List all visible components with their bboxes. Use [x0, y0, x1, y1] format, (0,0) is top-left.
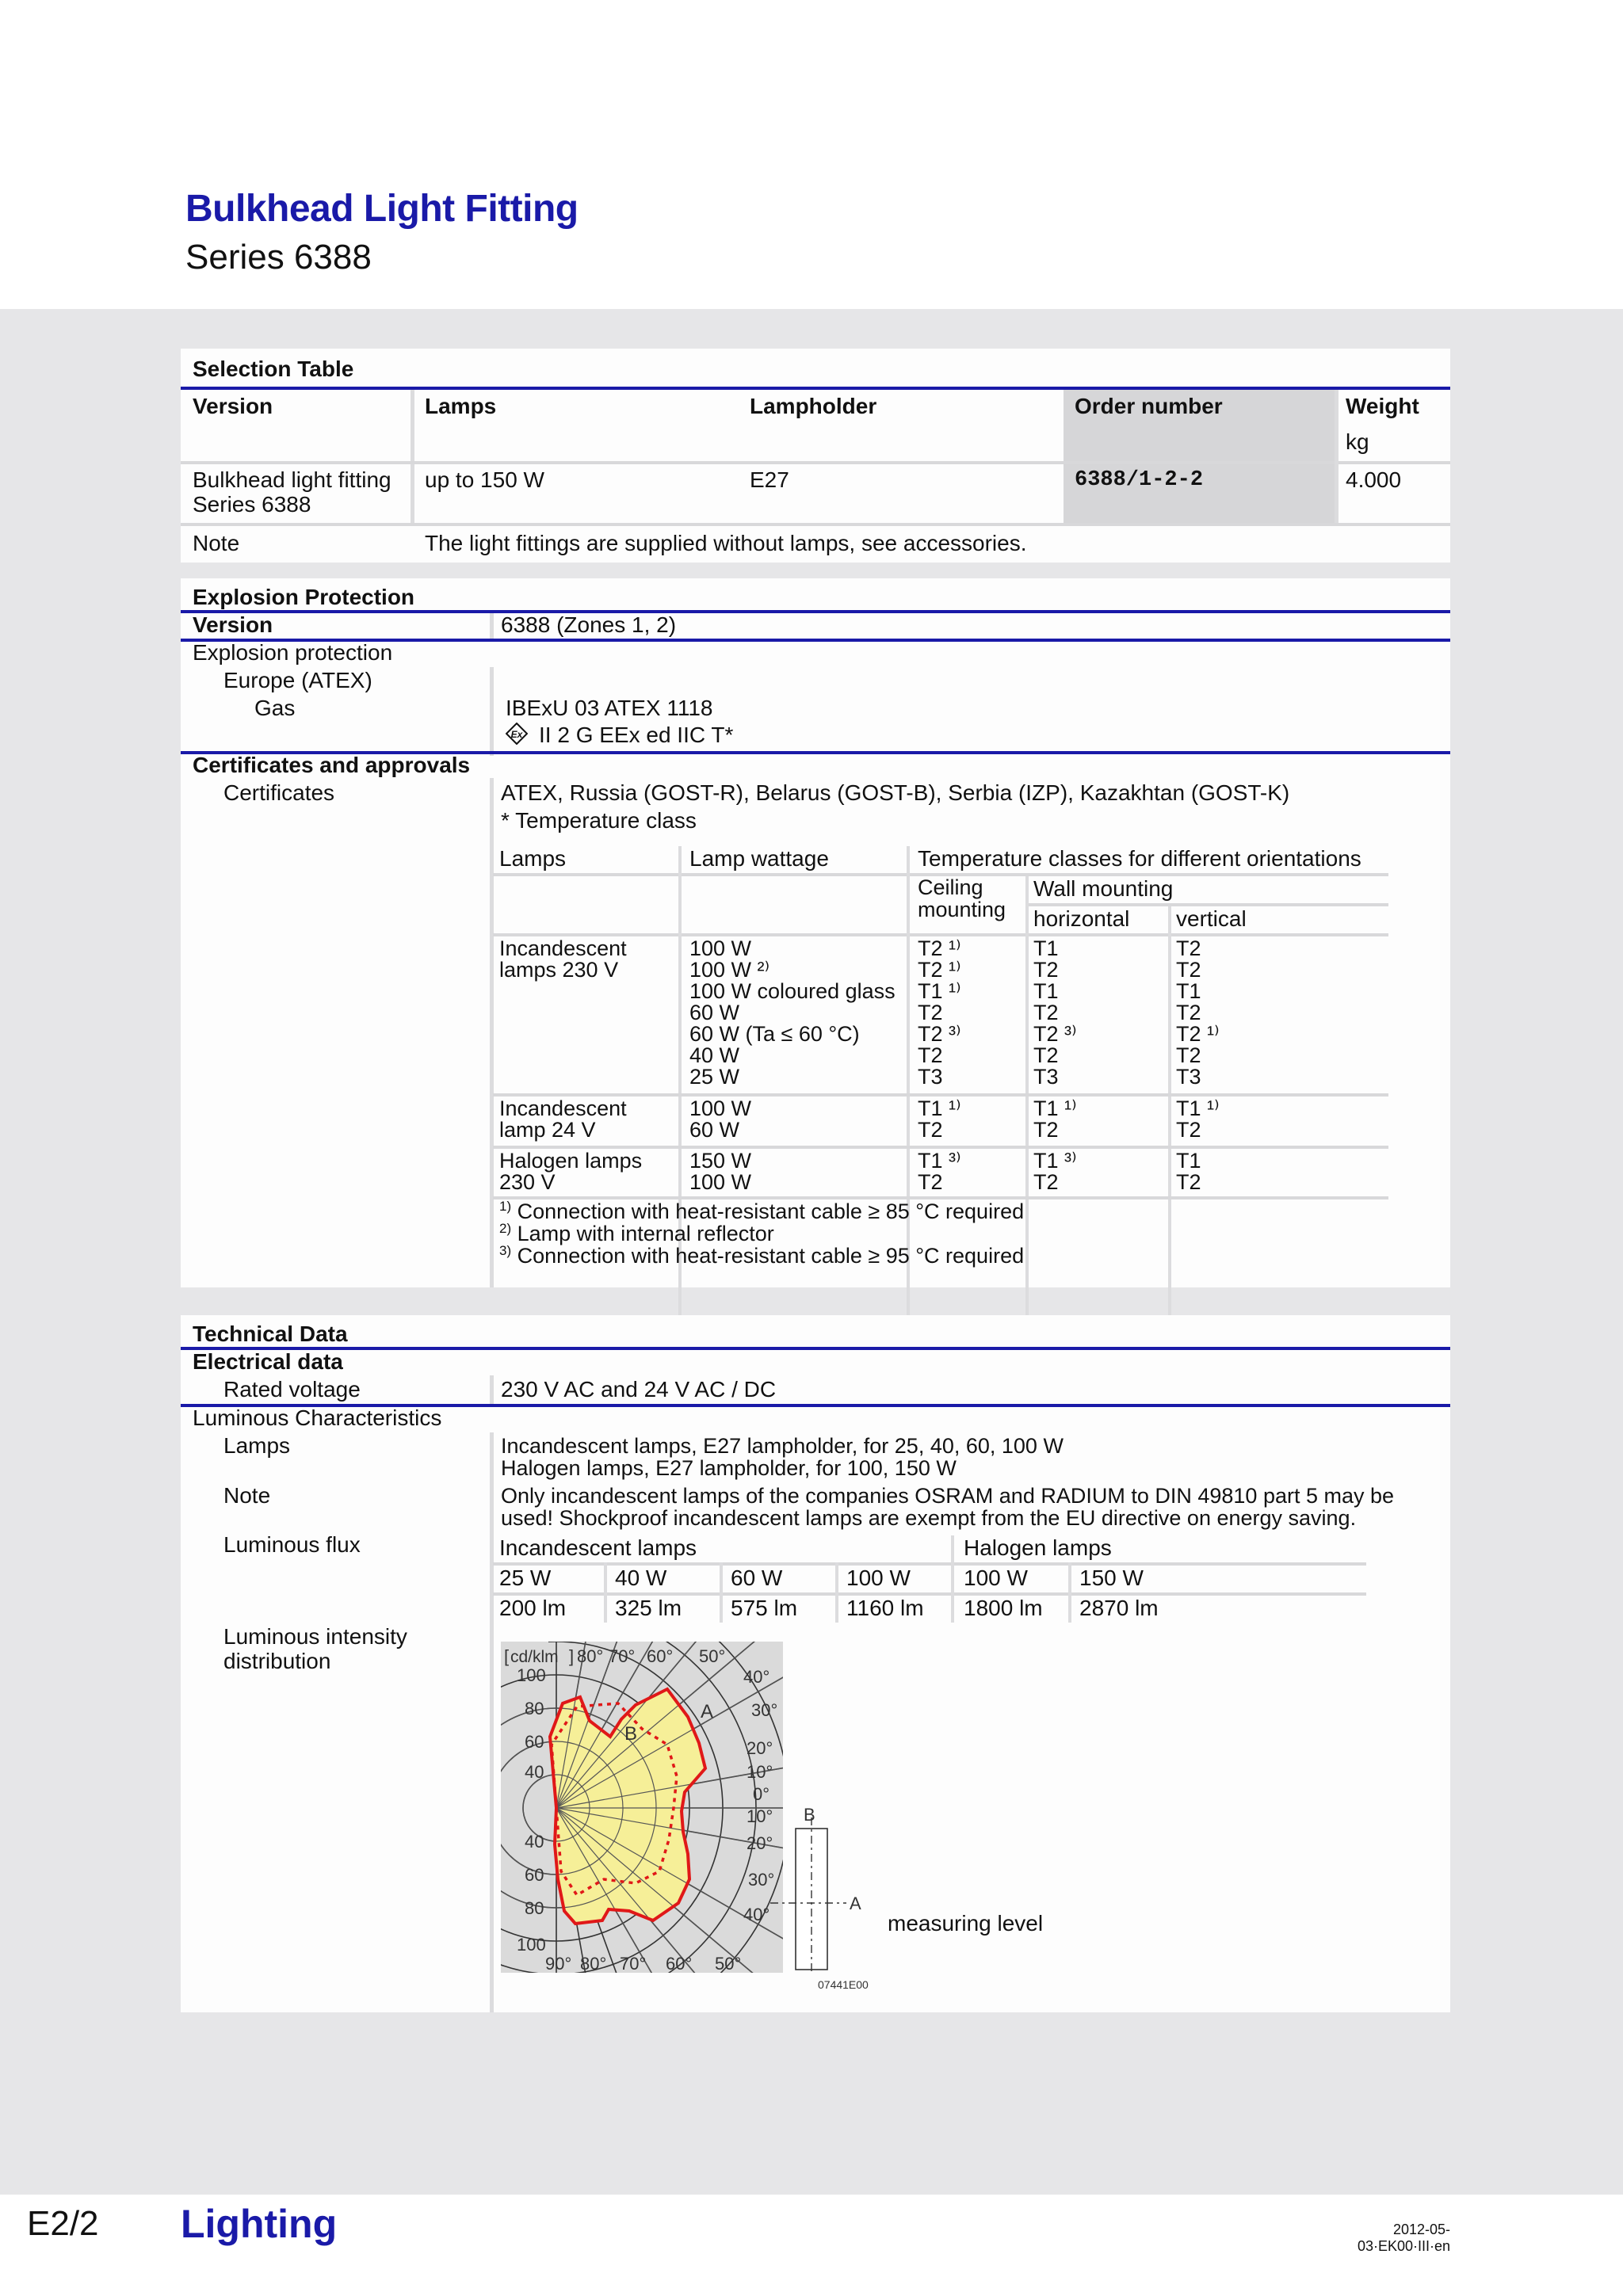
- svg-text:10°: 10°: [747, 1762, 773, 1782]
- ex-icon: [506, 723, 528, 745]
- th-wall: Wall mounting: [1033, 876, 1174, 901]
- svg-text:A: A: [850, 1894, 861, 1913]
- svg-text:cd/klm: cd/klm: [510, 1648, 559, 1666]
- th-wattage: Lamp wattage: [689, 846, 829, 871]
- svg-text:B: B: [624, 1723, 638, 1745]
- measuring-level-label: measuring level: [888, 1911, 1044, 1936]
- section-heading: Technical Data: [193, 1322, 348, 1346]
- svg-text:90°: 90°: [545, 1954, 572, 1974]
- lamps-label: Lamps: [223, 1433, 291, 1458]
- lamps-text-1: Incandescent lamps, E27 lampholder, for 25, 40, 60, 100 W: [501, 1434, 1064, 1458]
- svg-text:]: ]: [569, 1646, 575, 1666]
- flux-watt: 100 W: [846, 1566, 911, 1590]
- svg-text:40: 40: [525, 1762, 544, 1782]
- certificates-label: Certificates: [223, 780, 335, 805]
- footnote-2: $^{2)}$ Lamp with internal reflector: [499, 1221, 774, 1245]
- flux-watt: 100 W: [964, 1566, 1028, 1590]
- svg-text:Ex: Ex: [510, 729, 523, 740]
- europe-label: Europe (ATEX): [223, 668, 372, 692]
- flux-header-halogen: Halogen lamps: [964, 1535, 1112, 1560]
- row-lamp: Incandescent lamp 24 V: [499, 1097, 627, 1142]
- svg-text:60°: 60°: [647, 1646, 674, 1666]
- row-vertical: T1 ¹⁾ T2: [1176, 1097, 1220, 1142]
- flux-header-incandescent: Incandescent lamps: [499, 1535, 697, 1560]
- divider: [181, 1347, 1450, 1350]
- flux-lumen: 200 lm: [499, 1596, 567, 1620]
- svg-text:80: 80: [525, 1898, 544, 1918]
- flux-lumen: 1800 lm: [964, 1596, 1043, 1620]
- svg-text:70°: 70°: [609, 1646, 636, 1666]
- row-wattage: 150 W 100 W: [689, 1149, 752, 1194]
- footnote-3: $^{3)}$ Connection with heat-resistant cable ≥ 95 °C required: [499, 1243, 1025, 1268]
- weight-value: 4.000: [1346, 467, 1402, 492]
- svg-text:20°: 20°: [747, 1833, 773, 1853]
- page-subtitle: Series 6388: [185, 238, 372, 277]
- gas-marking: II 2 G EEx ed IIC T*: [539, 723, 734, 747]
- row-horizontal: T1 T2 T1 T2 T2 ³⁾ T2 T3: [1033, 936, 1077, 1089]
- note-label: Note: [223, 1483, 271, 1508]
- row-horizontal: T1 ³⁾ T2: [1033, 1149, 1077, 1194]
- col-header-lampholder: Lampholder: [750, 394, 877, 418]
- footnote-1: $^{1)}$ Connection with heat-resistant cable ≥ 85 °C required: [499, 1199, 1025, 1223]
- version-line-2: Series 6388: [193, 492, 311, 517]
- svg-text:[: [: [504, 1646, 510, 1666]
- flux-label: Luminous flux: [223, 1532, 361, 1557]
- col-header-order: Order number: [1075, 394, 1223, 418]
- svg-text:60: 60: [525, 1865, 544, 1885]
- divider: [951, 1535, 954, 1623]
- technical-data: [181, 1315, 1450, 2012]
- svg-text:30°: 30°: [748, 1870, 775, 1890]
- divider: [490, 667, 494, 756]
- col-header-weight: Weight: [1346, 394, 1419, 418]
- page-title: Bulkhead Light Fitting: [185, 188, 579, 230]
- section-name: Lighting: [181, 2202, 338, 2246]
- divider: [1335, 390, 1338, 526]
- divider: [835, 1562, 838, 1623]
- svg-text:0°: 0°: [753, 1784, 770, 1804]
- th-vertical: vertical: [1176, 906, 1247, 931]
- th-ceiling: Ceiling mounting: [918, 875, 1006, 921]
- page-number: E2/2: [27, 2204, 99, 2243]
- intensity-label-1: Luminous intensity: [223, 1624, 407, 1649]
- svg-text:60: 60: [525, 1732, 544, 1752]
- version-label: Version: [193, 612, 273, 637]
- svg-text:10°: 10°: [747, 1806, 773, 1826]
- svg-text:100: 100: [517, 1935, 546, 1955]
- flux-watt: 60 W: [731, 1566, 783, 1590]
- document-id: 2012-05-03·EK00·III·en: [1357, 2222, 1450, 2254]
- flux-lumen: 1160 lm: [846, 1596, 924, 1620]
- row-ceiling: T2 ¹⁾ T2 ¹⁾ T1 ¹⁾ T2 T2 ³⁾ T2 T3: [918, 936, 961, 1089]
- row-vertical: T1 T2: [1176, 1149, 1201, 1194]
- th-lamps: Lamps: [499, 846, 567, 871]
- gas-certificate: IBExU 03 ATEX 1118: [506, 696, 713, 720]
- intensity-label-2: distribution: [223, 1649, 331, 1673]
- svg-text:20°: 20°: [747, 1738, 773, 1758]
- svg-text:07441E00: 07441E00: [818, 1978, 869, 1990]
- svg-text:B: B: [804, 1805, 815, 1825]
- gas-label: Gas: [254, 696, 296, 720]
- svg-text:40°: 40°: [743, 1667, 770, 1687]
- certificates-value: ATEX, Russia (GOST-R), Belarus (GOST-B), Serbia (IZP), Kazakhtan (GOST-K): [501, 780, 1290, 805]
- version-line-1: Bulkhead light fitting: [193, 467, 391, 492]
- flux-lumen: 575 lm: [731, 1596, 798, 1620]
- th-classes: Temperature classes for different orientations: [918, 846, 1361, 871]
- section-heading: Selection Table: [193, 357, 354, 381]
- electrical-heading: Electrical data: [193, 1349, 343, 1374]
- weight-unit: kg: [1346, 429, 1369, 454]
- explosion-protection-label: Explosion protection: [193, 640, 393, 665]
- temperature-note: * Temperature class: [501, 808, 697, 833]
- lampholder-value: E27: [750, 467, 789, 492]
- flux-lumen: 2870 lm: [1079, 1596, 1159, 1620]
- luminous-heading: Luminous Characteristics: [193, 1405, 442, 1430]
- flux-lumen: 325 lm: [615, 1596, 682, 1620]
- row-ceiling: T1 ³⁾ T2: [918, 1149, 961, 1194]
- row-wattage: 100 W 100 W ²⁾ 100 W coloured glass 60 W 60 W (Ta ≤ 60 °C) 40 W 25 W: [689, 936, 896, 1089]
- divider: [181, 523, 1450, 526]
- divider: [181, 461, 1450, 464]
- svg-text:60°: 60°: [666, 1954, 693, 1974]
- row-lamp: Incandescent lamps 230 V: [499, 936, 627, 982]
- divider: [604, 1562, 607, 1623]
- note-label: Note: [193, 531, 240, 555]
- divider: [490, 778, 494, 1287]
- svg-text:40°: 40°: [743, 1905, 770, 1924]
- th-horizontal: horizontal: [1033, 906, 1130, 931]
- explosion-protection: [181, 578, 1450, 1287]
- svg-text:80°: 80°: [577, 1646, 604, 1666]
- svg-text:30°: 30°: [751, 1700, 778, 1720]
- svg-text:A: A: [701, 1701, 714, 1722]
- svg-text:80°: 80°: [580, 1954, 607, 1974]
- lamps-value: up to 150 W: [425, 467, 544, 492]
- divider: [411, 390, 414, 461]
- certificates-heading: Certificates and approvals: [193, 753, 471, 777]
- row-horizontal: T1 ¹⁾ T2: [1033, 1097, 1077, 1142]
- order-number: 6388/1-2-2: [1075, 468, 1204, 492]
- divider: [1068, 1562, 1071, 1623]
- section-heading: Explosion Protection: [193, 585, 415, 609]
- flux-watt: 150 W: [1079, 1566, 1144, 1590]
- col-header-version: Version: [193, 394, 273, 418]
- svg-text:50°: 50°: [715, 1954, 742, 1974]
- divider: [490, 1375, 494, 1404]
- luminous-intensity-diagram: [501, 1642, 945, 1990]
- svg-text:80: 80: [525, 1699, 544, 1718]
- note-text: The light fittings are supplied without lamps, see accessories.: [425, 531, 1027, 555]
- rated-voltage-value: 230 V AC and 24 V AC / DC: [501, 1377, 777, 1402]
- row-lamp: Halogen lamps 230 V: [499, 1149, 643, 1194]
- row-ceiling: T1 ¹⁾ T2: [918, 1097, 961, 1142]
- svg-text:40: 40: [525, 1832, 544, 1852]
- divider: [490, 613, 494, 639]
- flux-watt: 25 W: [499, 1566, 552, 1590]
- note-text-1: Only incandescent lamps of the companies OSRAM and RADIUM to DIN 49810 part 5 may be: [501, 1484, 1395, 1508]
- lamps-text-2: Halogen lamps, E27 lampholder, for 100, 150 W: [501, 1456, 957, 1480]
- col-header-lamps: Lamps: [425, 394, 497, 418]
- divider: [490, 1432, 494, 2012]
- divider: [720, 1562, 723, 1623]
- note-text-2: used! Shockproof incandescent lamps are exempt from the EU directive on energy saving.: [501, 1506, 1357, 1530]
- rated-voltage-label: Rated voltage: [223, 1377, 361, 1402]
- svg-text:70°: 70°: [620, 1954, 647, 1974]
- svg-text:50°: 50°: [699, 1646, 726, 1666]
- divider: [181, 387, 1450, 390]
- row-wattage: 100 W 60 W: [689, 1097, 752, 1142]
- version-value: 6388 (Zones 1, 2): [501, 612, 677, 637]
- selection-table: [181, 349, 1450, 563]
- divider: [181, 610, 1450, 613]
- divider: [411, 464, 414, 524]
- svg-text:100: 100: [517, 1665, 546, 1685]
- row-vertical: T2 T2 T1 T2 T2 ¹⁾ T2 T3: [1176, 936, 1220, 1089]
- flux-watt: 40 W: [615, 1566, 667, 1590]
